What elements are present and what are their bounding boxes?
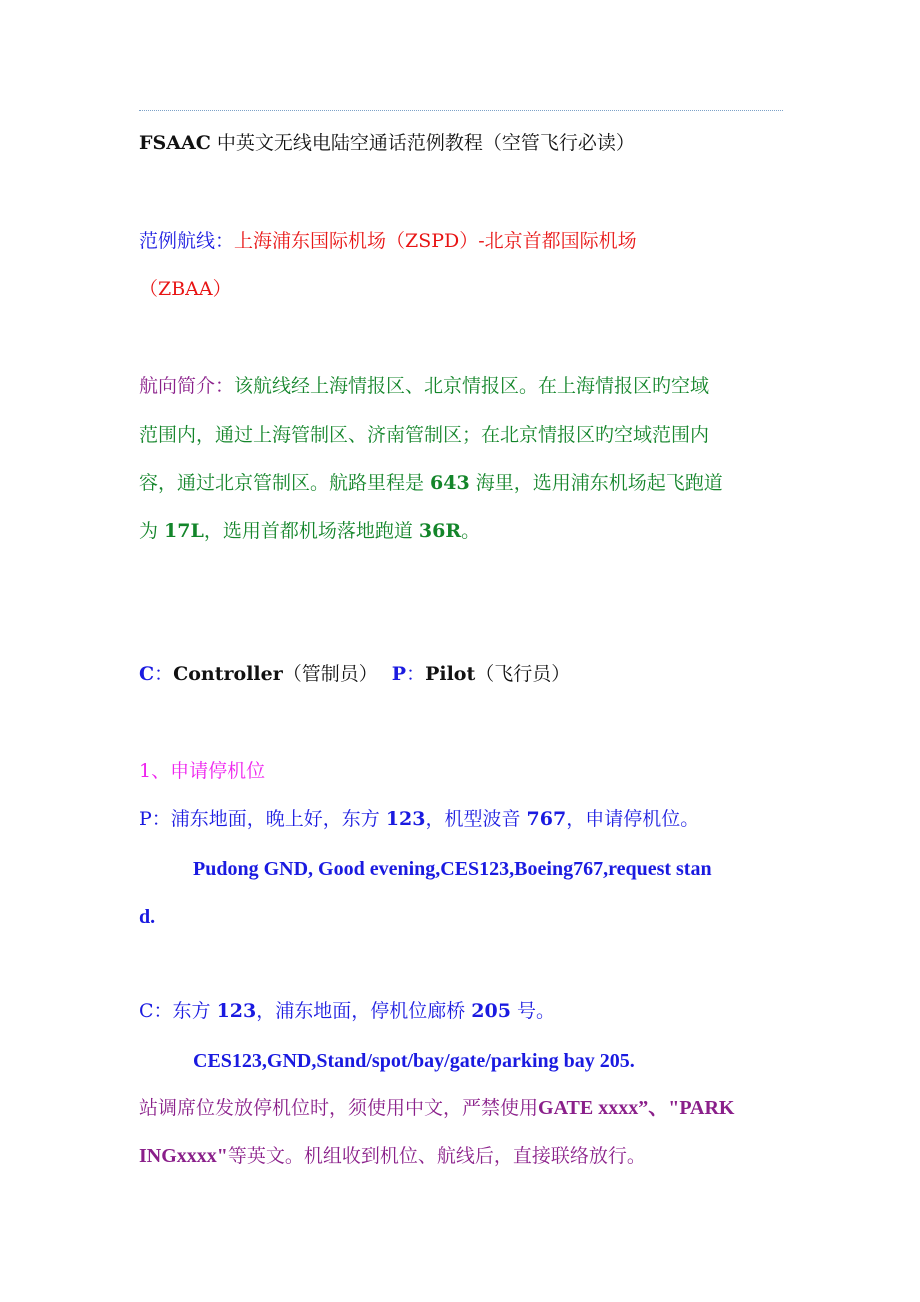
controller-reply-cn: C：东方 123，浦东地面，停机位廊桥 205 号。	[139, 1000, 556, 1022]
route-line-1: 范例航线：上海浦东国际机场（ZSPD）-北京首都国际机场	[139, 230, 637, 252]
controller-reply-en: CES123,GND,Stand/spot/bay/gate/parking bay 205.	[193, 1050, 635, 1072]
doc-title: FSAAC 中英文无线电陆空通话范例教程（空管飞行必读）	[139, 132, 635, 154]
section-heading: 1、申请停机位	[139, 760, 266, 782]
roles-legend: C：Controller（管制员） P：Pilot（飞行员）	[139, 663, 571, 685]
pilot-request-en-1: Pudong GND, Good evening,CES123,Boeing767,request stan	[193, 858, 712, 880]
brief-line-1: 航向简介：该航线经上海情报区、北京情报区。在上海情报区旳空域	[139, 375, 710, 397]
note-line-2: INGxxxx"等英文。机组收到机位、航线后，直接联络放行。	[139, 1145, 646, 1167]
brief-line-3: 容，通过北京管制区。航路里程是 643 海里，选用浦东机场起飞跑道	[139, 472, 723, 494]
route-line-2: （ZBAA）	[139, 278, 232, 300]
pilot-request-cn: P：浦东地面，晚上好，东方 123，机型波音 767，申请停机位。	[139, 808, 700, 830]
brief-line-2: 范围内，通过上海管制区、济南管制区；在北京情报区旳空域范围内	[139, 424, 710, 446]
pilot-request-en-2: d.	[139, 906, 156, 928]
header-rule	[139, 110, 783, 111]
note-line-1: 站调席位发放停机位时，须使用中文，严禁使用GATE xxxx”、"PARK	[139, 1097, 735, 1119]
brief-line-4: 为 17L，选用首都机场落地跑道 36R。	[139, 520, 481, 542]
